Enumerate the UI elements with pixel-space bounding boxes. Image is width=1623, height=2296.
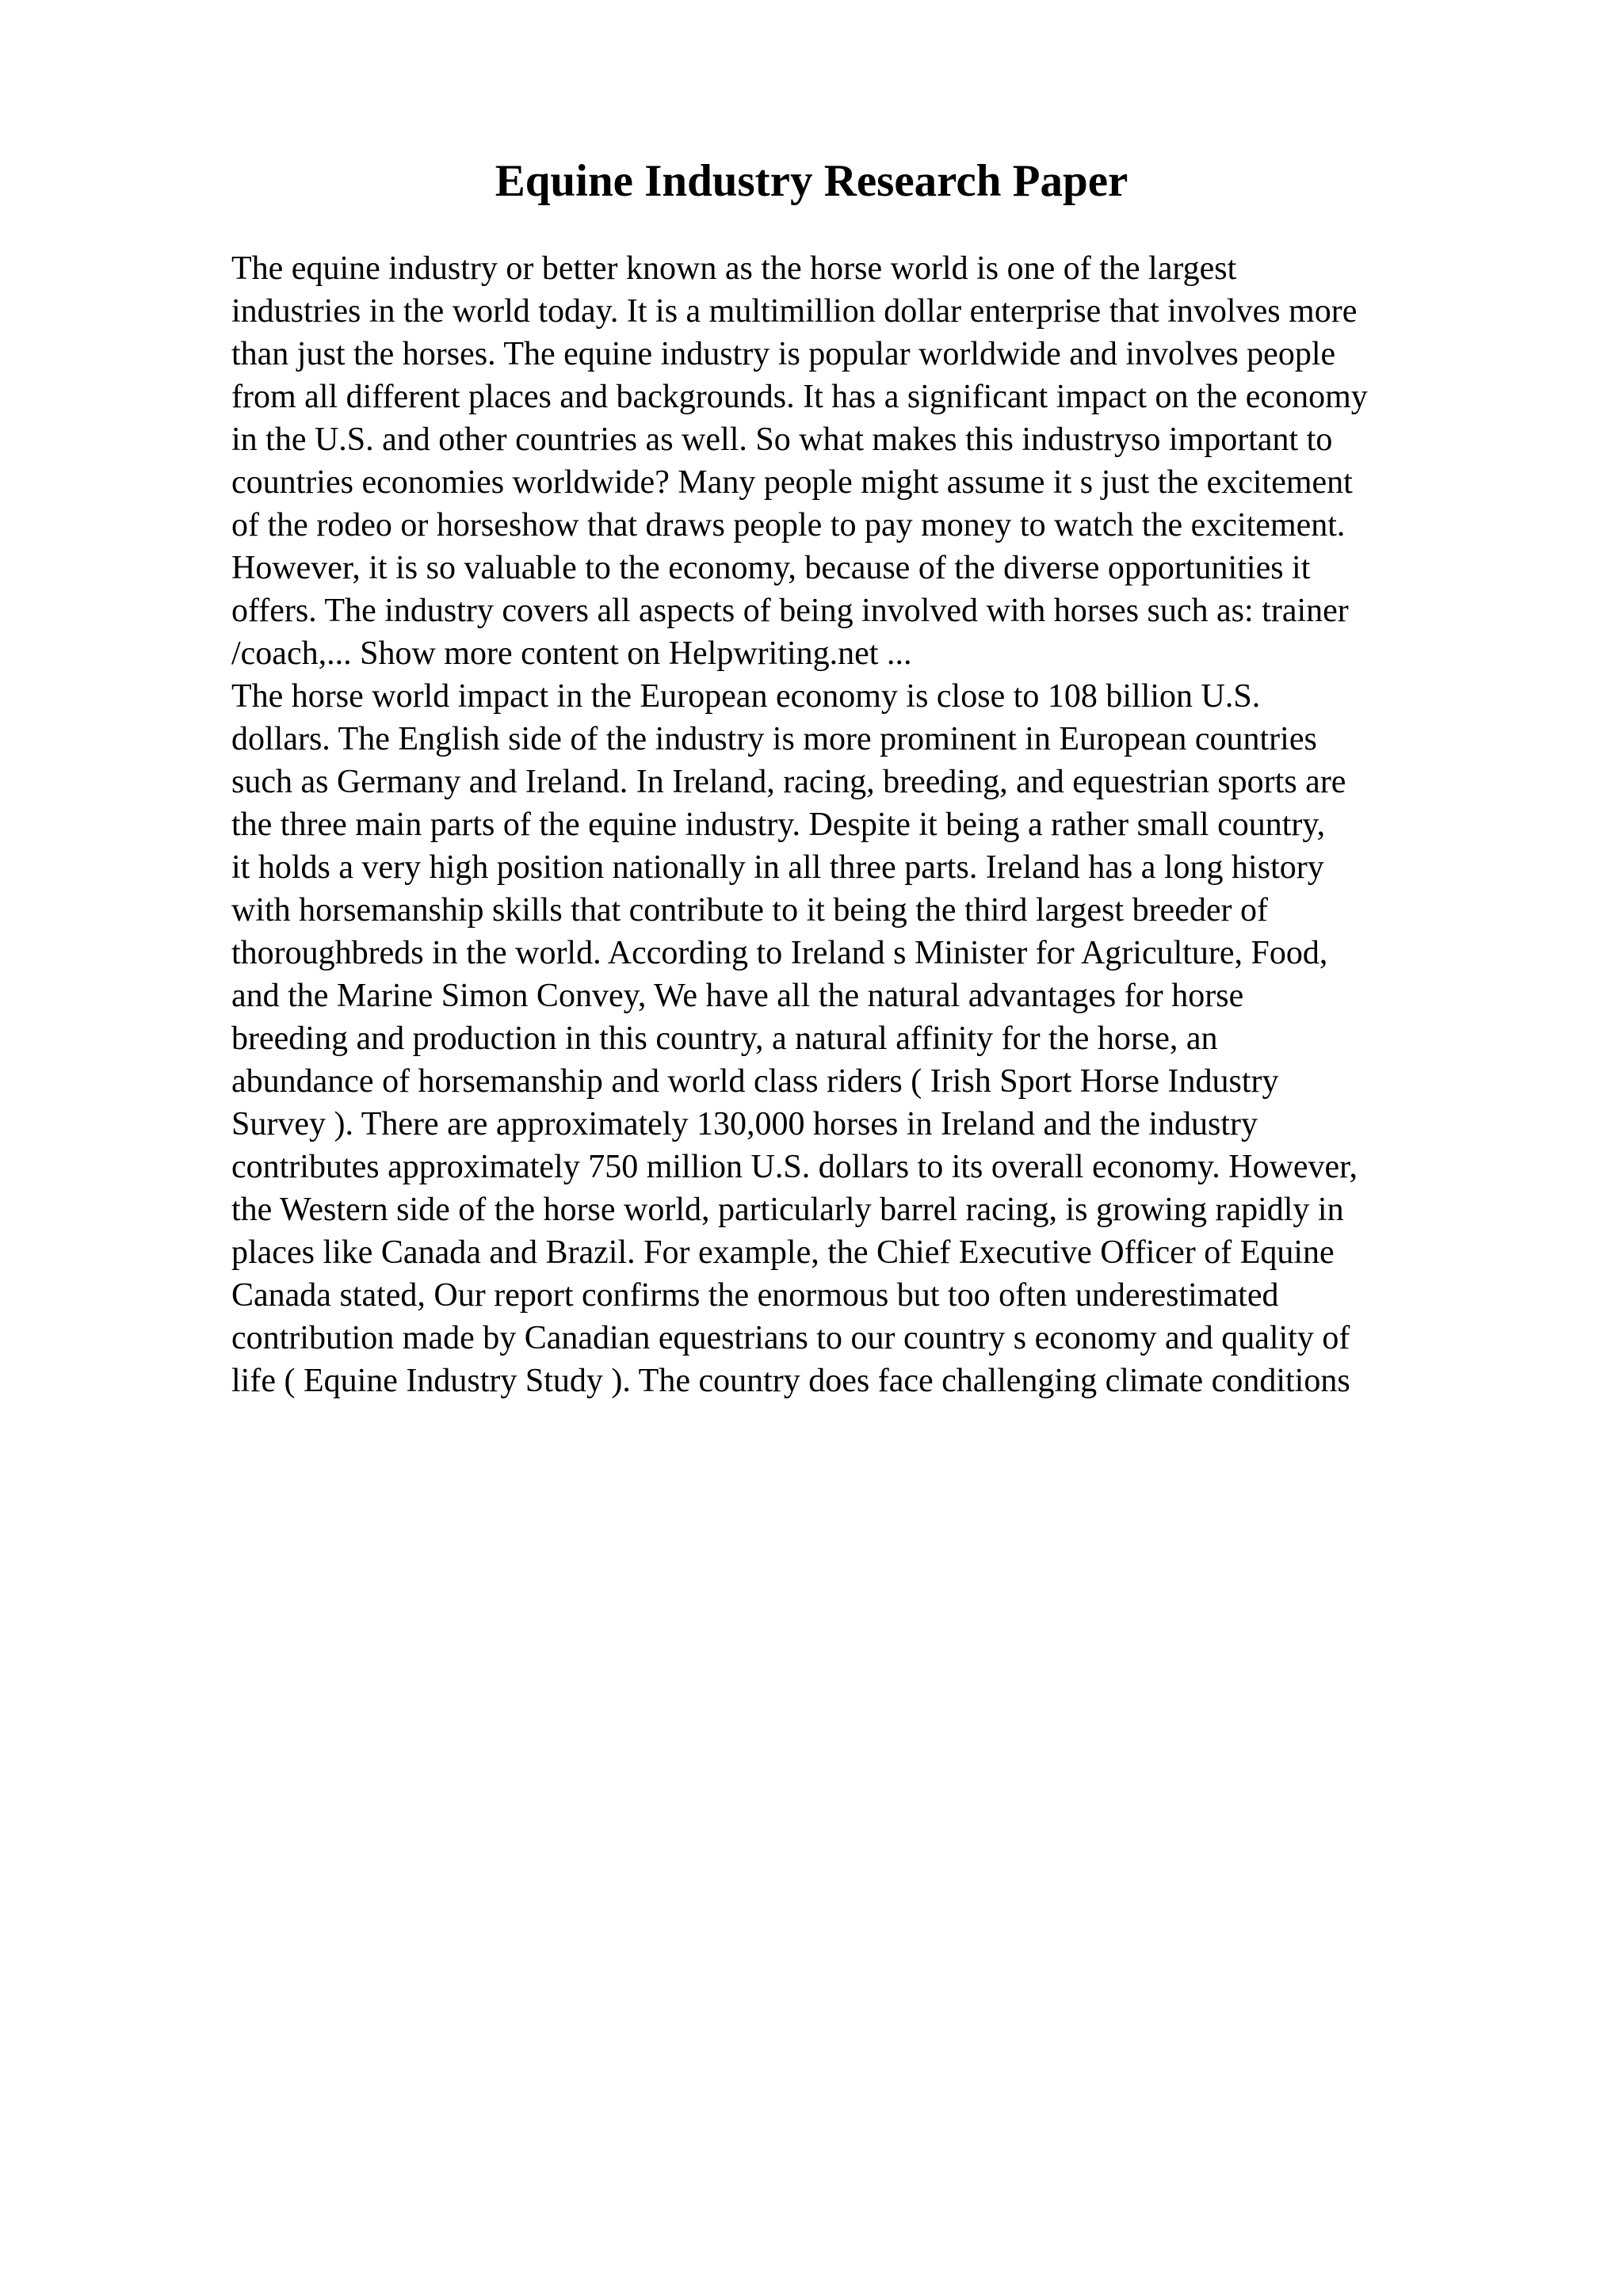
body-line: contributes approximately 750 million U.S. dollars to its overall economy. However, [231,1149,1358,1185]
body-line: it holds a very high position nationally in all three parts. Ireland has a long history [231,849,1324,886]
body-line: Canada stated, Our report confirms the enormous but too often underestimated [231,1277,1279,1314]
body-line: abundance of horsemanship and world class riders ( Irish Sport Horse Industry [231,1063,1279,1100]
body-line: thoroughbreds in the world. According to Ireland s Minister for Agriculture, Food, [231,935,1328,971]
body-line: contribution made by Canadian equestrians to our country s economy and quality of [231,1320,1350,1356]
body-line: The equine industry or better known as the horse world is one of the largest [231,250,1237,287]
body-line: /coach,... Show more content on Helpwriting.net ... [231,635,912,672]
body-line: However, it is so valuable to the economy, because of the diverse opportunities it [231,550,1311,586]
body-line: breeding and production in this country, a natural affinity for the horse, an [231,1020,1218,1057]
body-line: in the U.S. and other countries as well. So what makes this industryso important to [231,421,1333,458]
body-line: and the Marine Simon Convey, We have all the natural advantages for horse [231,978,1244,1014]
body-line: than just the horses. The equine industry is popular worldwide and involves people [231,336,1336,372]
body-line: countries economies worldwide? Many people might assume it s just the excitement [231,464,1353,501]
body-line: The horse world impact in the European economy is close to 108 billion U.S. [231,678,1261,715]
body-line: Survey ). There are approximately 130,000 horses in Ireland and the industry [231,1106,1258,1142]
document-body [231,247,1531,1402]
body-line: offers. The industry covers all aspects of being involved with horses such as: trainer [231,593,1349,629]
body-line: places like Canada and Brazil. For example, the Chief Executive Officer of Equine [231,1234,1335,1271]
body-line: dollars. The English side of the industry is more prominent in European countries [231,721,1317,757]
body-line: with horsemanship skills that contribute to it being the third largest breeder of [231,892,1268,929]
document-title: Equine Industry Research Paper [495,156,1128,206]
body-line: of the rodeo or horseshow that draws people to pay money to watch the excitement. [231,507,1346,543]
body-line: the three main parts of the equine industry. Despite it being a rather small country, [231,807,1326,843]
body-line: industries in the world today. It is a multimillion dollar enterprise that involves more [231,293,1358,330]
body-line: life ( Equine Industry Study ). The country does face challenging climate conditions [231,1363,1350,1399]
body-line: from all different places and backgrounds. It has a significant impact on the economy [231,379,1368,415]
body-line: such as Germany and Ireland. In Ireland, racing, breeding, and equestrian sports are [231,764,1346,800]
body-line: the Western side of the horse world, particularly barrel racing, is growing rapidly in [231,1192,1344,1228]
